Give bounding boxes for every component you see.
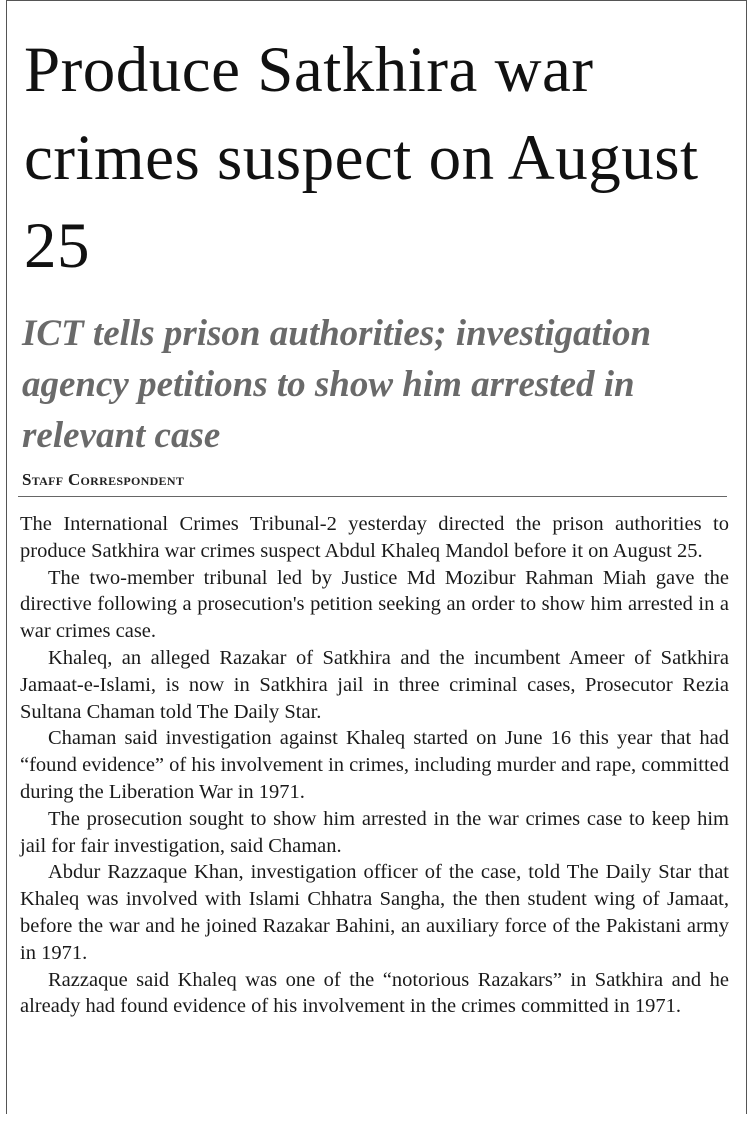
article-headline: Produce Satkhira war crimes suspect on August 25 bbox=[24, 34, 699, 282]
article-byline: Staff Correspondent bbox=[22, 470, 185, 489]
body-paragraph: The two-member tribunal led by Justice Md Mozibur Rahman Miah gave the directive following a prosecution's petition seeking an order to show him arrested in a war crimes case. bbox=[20, 566, 729, 643]
body-paragraph: The prosecution sought to show him arrested in the war crimes case to keep him jail for fair investigation, said Chaman. bbox=[20, 807, 729, 857]
body-paragraph: Chaman said investigation against Khaleq started on June 16 this year that had “found evidence” of his involvement in crimes, including murder and rape, committed during the Liberation War in 1971. bbox=[20, 727, 729, 803]
byline-divider bbox=[18, 496, 727, 497]
article-body bbox=[20, 511, 729, 1020]
body-paragraph: Khaleq, an alleged Razakar of Satkhira and the incumbent Ameer of Satkhira Jamaat-e-Islami, is now in Satkhira jail in three criminal cases, Prosecutor Rezia Sultana Chaman told The Daily Star. bbox=[20, 646, 729, 723]
body-paragraph: The International Crimes Tribunal-2 yesterday directed the prison authorities to produce Satkhira war crimes suspect Abdul Khaleq Mandol before it on August 25. bbox=[20, 513, 729, 562]
article-subhead: ICT tells prison authorities; investigation agency petitions to show him arrested in relevant case bbox=[22, 313, 652, 456]
body-paragraph: Abdur Razzaque Khan, investigation officer of the case, told The Daily Star that Khaleq was involved with Islami Chhatra Sangha, the then student wing of Jamaat, before the war and he joined Razakar Bahini, an auxiliary force of the Pakistani army in 1971. bbox=[20, 861, 729, 964]
body-paragraph: Razzaque said Khaleq was one of the “notorious Razakars” in Satkhira and he already had found evidence of his involvement in the crimes committed in 1971. bbox=[20, 968, 729, 1018]
